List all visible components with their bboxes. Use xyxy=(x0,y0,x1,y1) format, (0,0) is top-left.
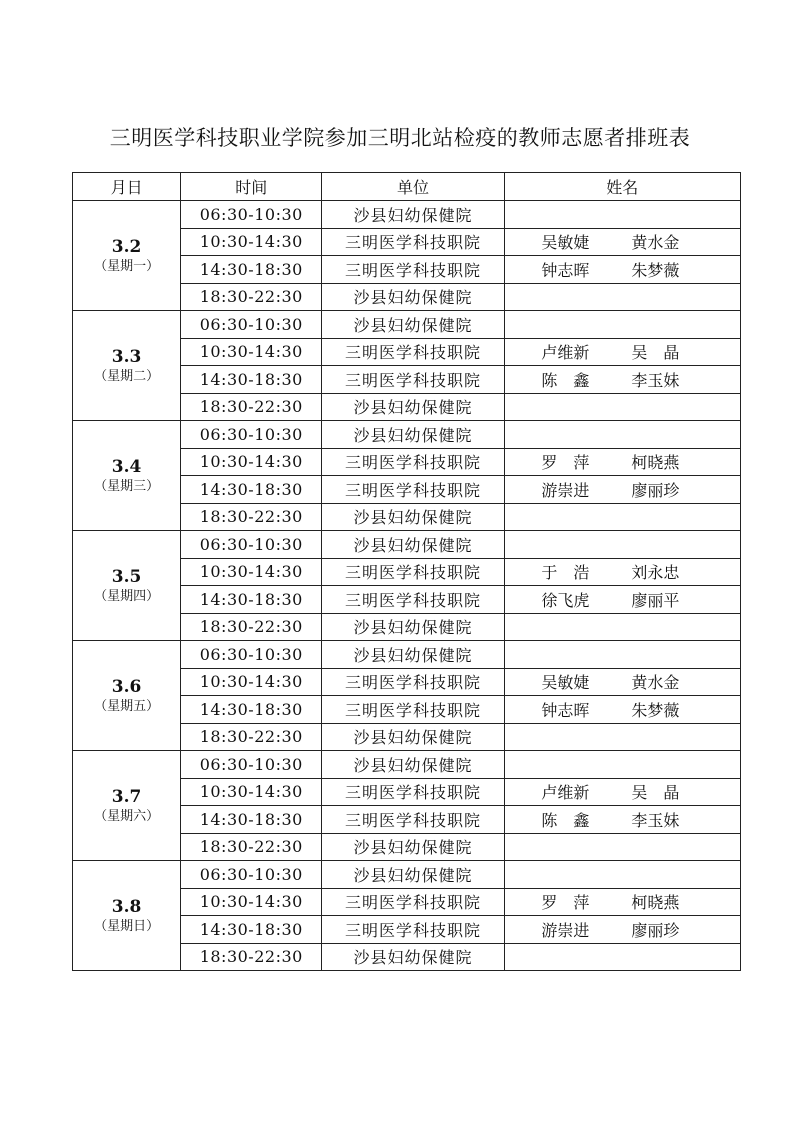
names-cell xyxy=(504,888,740,916)
volunteer-name-1: 罗 萍 xyxy=(541,453,590,473)
volunteer-name-2: 柯晓燕 xyxy=(631,893,680,913)
date-label: 3.6 xyxy=(111,676,142,697)
time-cell: 18:30-22:30 xyxy=(181,393,322,421)
date-label: 3.7 xyxy=(111,786,142,807)
volunteer-name-2: 廖丽平 xyxy=(631,590,680,610)
volunteer-name-1: 罗 萍 xyxy=(541,893,590,913)
weekday-label: （星期日） xyxy=(94,918,160,934)
table-body xyxy=(73,201,741,971)
names-cell xyxy=(504,228,740,256)
weekday-label: （星期四） xyxy=(94,588,160,604)
names-cell xyxy=(504,613,740,641)
table-row xyxy=(73,861,741,889)
unit-cell: 沙县妇幼保健院 xyxy=(322,613,504,641)
time-cell: 06:30-10:30 xyxy=(181,201,322,229)
unit-cell: 三明医学科技职院 xyxy=(322,916,504,944)
time-cell: 10:30-14:30 xyxy=(181,338,322,366)
schedule-table xyxy=(72,172,741,971)
time-cell: 14:30-18:30 xyxy=(181,476,322,504)
names-cell xyxy=(504,806,740,834)
names-cell xyxy=(504,476,740,504)
date-cell xyxy=(73,861,181,971)
time-cell: 06:30-10:30 xyxy=(181,861,322,889)
time-cell: 10:30-14:30 xyxy=(181,448,322,476)
unit-cell: 三明医学科技职院 xyxy=(322,558,504,586)
unit-cell: 三明医学科技职院 xyxy=(322,696,504,724)
time-cell: 06:30-10:30 xyxy=(181,751,322,779)
names-cell xyxy=(504,283,740,311)
unit-cell: 三明医学科技职院 xyxy=(322,806,504,834)
time-cell: 14:30-18:30 xyxy=(181,366,322,394)
unit-cell: 沙县妇幼保健院 xyxy=(322,751,504,779)
time-cell: 18:30-22:30 xyxy=(181,283,322,311)
date-cell xyxy=(73,311,181,421)
time-cell: 18:30-22:30 xyxy=(181,503,322,531)
time-cell: 10:30-14:30 xyxy=(181,558,322,586)
date-cell xyxy=(73,421,181,531)
date-label: 3.3 xyxy=(111,346,142,367)
volunteer-name-2: 黄水金 xyxy=(631,233,680,253)
volunteer-name-1: 吴敏婕 xyxy=(541,233,590,253)
table-row xyxy=(73,311,741,339)
names-cell xyxy=(504,751,740,779)
time-cell: 18:30-22:30 xyxy=(181,943,322,971)
volunteer-name-2: 李玉妹 xyxy=(631,810,680,830)
names-cell xyxy=(504,311,740,339)
unit-cell: 三明医学科技职院 xyxy=(322,448,504,476)
page-title: 三明医学科技职业学院参加三明北站检疫的教师志愿者排班表 xyxy=(109,126,691,150)
unit-cell: 三明医学科技职院 xyxy=(322,778,504,806)
names-cell xyxy=(504,338,740,366)
volunteer-name-1: 徐飞虎 xyxy=(541,590,590,610)
volunteer-name-2: 吴 晶 xyxy=(631,343,680,363)
unit-cell: 三明医学科技职院 xyxy=(322,338,504,366)
names-cell xyxy=(504,943,740,971)
time-cell: 10:30-14:30 xyxy=(181,228,322,256)
volunteer-name-1: 于 浩 xyxy=(541,563,590,583)
time-cell: 10:30-14:30 xyxy=(181,888,322,916)
volunteer-name-1: 吴敏婕 xyxy=(541,673,590,693)
time-cell: 06:30-10:30 xyxy=(181,641,322,669)
time-cell: 06:30-10:30 xyxy=(181,531,322,559)
time-cell: 10:30-14:30 xyxy=(181,668,322,696)
date-cell xyxy=(73,641,181,751)
names-cell xyxy=(504,861,740,889)
unit-cell: 沙县妇幼保健院 xyxy=(322,723,504,751)
time-cell: 18:30-22:30 xyxy=(181,833,322,861)
date-cell xyxy=(73,751,181,861)
names-cell xyxy=(504,723,740,751)
table-row xyxy=(73,531,741,559)
unit-cell: 沙县妇幼保健院 xyxy=(322,393,504,421)
time-cell: 14:30-18:30 xyxy=(181,806,322,834)
volunteer-name-1: 游崇进 xyxy=(541,480,590,500)
unit-cell: 三明医学科技职院 xyxy=(322,476,504,504)
names-cell xyxy=(504,696,740,724)
time-cell: 14:30-18:30 xyxy=(181,586,322,614)
date-label: 3.2 xyxy=(111,236,142,257)
time-cell: 14:30-18:30 xyxy=(181,256,322,284)
unit-cell: 沙县妇幼保健院 xyxy=(322,641,504,669)
volunteer-name-2: 柯晓燕 xyxy=(631,453,680,473)
unit-cell: 沙县妇幼保健院 xyxy=(322,283,504,311)
header-row xyxy=(73,173,741,201)
header-time: 时间 xyxy=(181,173,322,201)
unit-cell: 沙县妇幼保健院 xyxy=(322,201,504,229)
time-cell: 14:30-18:30 xyxy=(181,696,322,724)
names-cell xyxy=(504,668,740,696)
unit-cell: 沙县妇幼保健院 xyxy=(322,421,504,449)
table-row xyxy=(73,641,741,669)
header-name: 姓名 xyxy=(504,173,740,201)
table-row xyxy=(73,421,741,449)
volunteer-name-2: 刘永忠 xyxy=(631,563,680,583)
time-cell: 10:30-14:30 xyxy=(181,778,322,806)
names-cell xyxy=(504,256,740,284)
volunteer-name-2: 黄水金 xyxy=(631,673,680,693)
names-cell xyxy=(504,916,740,944)
volunteer-name-1: 卢维新 xyxy=(541,783,590,803)
names-cell xyxy=(504,448,740,476)
names-cell xyxy=(504,586,740,614)
date-cell xyxy=(73,531,181,641)
volunteer-name-1: 游崇进 xyxy=(541,920,590,940)
time-cell: 18:30-22:30 xyxy=(181,723,322,751)
time-cell: 06:30-10:30 xyxy=(181,311,322,339)
unit-cell: 三明医学科技职院 xyxy=(322,228,504,256)
time-cell: 14:30-18:30 xyxy=(181,916,322,944)
names-cell xyxy=(504,421,740,449)
unit-cell: 沙县妇幼保健院 xyxy=(322,861,504,889)
volunteer-name-2: 朱梦薇 xyxy=(631,700,680,720)
volunteer-name-1: 钟志晖 xyxy=(541,700,590,720)
names-cell xyxy=(504,393,740,421)
date-label: 3.4 xyxy=(111,456,142,477)
names-cell xyxy=(504,201,740,229)
weekday-label: （星期三） xyxy=(94,478,160,494)
time-cell: 06:30-10:30 xyxy=(181,421,322,449)
header-date: 月日 xyxy=(73,173,181,201)
date-cell xyxy=(73,201,181,311)
weekday-label: （星期二） xyxy=(94,368,160,384)
unit-cell: 三明医学科技职院 xyxy=(322,586,504,614)
unit-cell: 三明医学科技职院 xyxy=(322,668,504,696)
volunteer-name-2: 李玉妹 xyxy=(631,370,680,390)
volunteer-name-1: 陈 鑫 xyxy=(541,370,590,390)
unit-cell: 三明医学科技职院 xyxy=(322,888,504,916)
names-cell xyxy=(504,833,740,861)
names-cell xyxy=(504,531,740,559)
unit-cell: 沙县妇幼保健院 xyxy=(322,833,504,861)
unit-cell: 三明医学科技职院 xyxy=(322,366,504,394)
volunteer-name-1: 钟志晖 xyxy=(541,260,590,280)
volunteer-name-1: 卢维新 xyxy=(541,343,590,363)
names-cell xyxy=(504,778,740,806)
unit-cell: 三明医学科技职院 xyxy=(322,256,504,284)
volunteer-name-1: 陈 鑫 xyxy=(541,810,590,830)
weekday-label: （星期五） xyxy=(94,698,160,714)
unit-cell: 沙县妇幼保健院 xyxy=(322,503,504,531)
volunteer-name-2: 廖丽珍 xyxy=(631,920,680,940)
date-label: 3.5 xyxy=(111,566,142,587)
unit-cell: 沙县妇幼保健院 xyxy=(322,311,504,339)
volunteer-name-2: 朱梦薇 xyxy=(631,260,680,280)
names-cell xyxy=(504,366,740,394)
header-unit: 单位 xyxy=(322,173,504,201)
weekday-label: （星期一） xyxy=(94,258,160,274)
names-cell xyxy=(504,503,740,531)
time-cell: 18:30-22:30 xyxy=(181,613,322,641)
unit-cell: 沙县妇幼保健院 xyxy=(322,943,504,971)
date-label: 3.8 xyxy=(111,896,142,917)
table-header xyxy=(73,173,741,201)
names-cell xyxy=(504,558,740,586)
table-row xyxy=(73,201,741,229)
weekday-label: （星期六） xyxy=(94,808,160,824)
unit-cell: 沙县妇幼保健院 xyxy=(322,531,504,559)
table-row xyxy=(73,751,741,779)
names-cell xyxy=(504,641,740,669)
volunteer-name-2: 廖丽珍 xyxy=(631,480,680,500)
volunteer-name-2: 吴 晶 xyxy=(631,783,680,803)
